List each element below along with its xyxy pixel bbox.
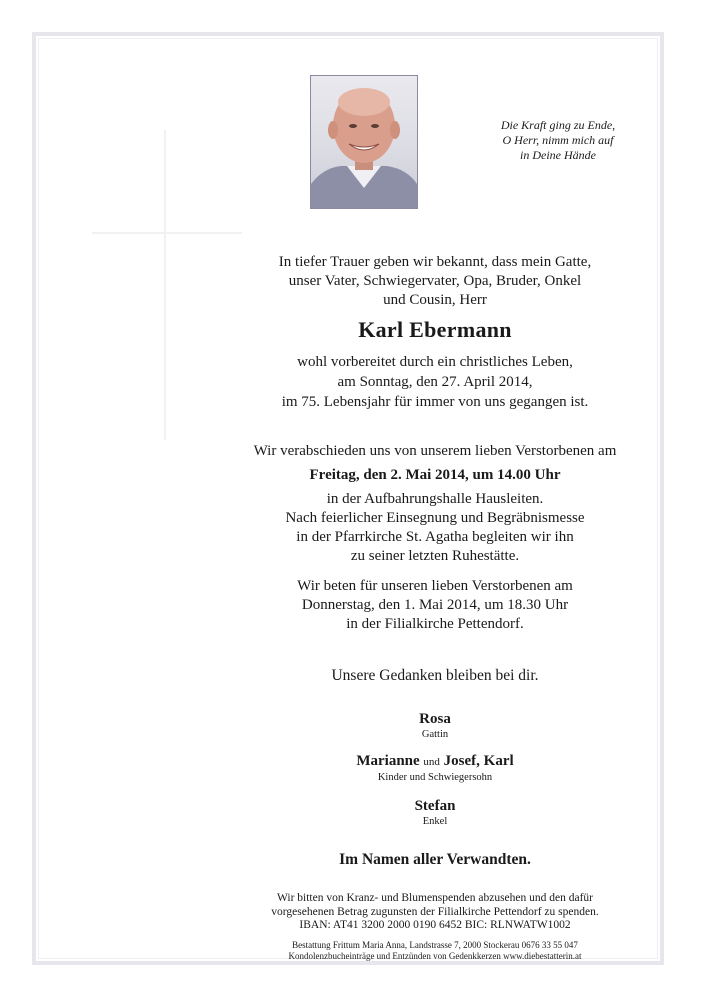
motto-line: Die Kraft ging zu Ende, xyxy=(500,118,616,132)
prayer-details xyxy=(220,577,650,634)
motto xyxy=(478,118,638,163)
mourner-names xyxy=(220,752,650,771)
mourner-name: Josef, Karl xyxy=(443,753,514,769)
death-notice-line: wohl vorbereitet durch ein christliches Leben, xyxy=(297,354,573,370)
mourner-spouse xyxy=(220,710,650,741)
prayer-line: Wir beten für unseren lieben Verstorbenen am xyxy=(297,578,573,594)
mourner-children xyxy=(220,752,650,784)
mourner-role: Kinder und Schwiegersohn xyxy=(377,772,493,783)
cross-watermark-horizontal xyxy=(92,232,242,234)
ceremony-details xyxy=(220,490,650,566)
mourner-name: Marianne xyxy=(356,753,420,769)
footer-line: Kondolenzbucheinträge und Entzünden von Gedenkkerzen www.diebestatterin.at xyxy=(288,951,582,961)
mourner-name: Stefan xyxy=(414,798,456,814)
mourner-grandchild xyxy=(220,797,650,828)
thoughts-text: Unsere Gedanken bleiben bei dir. xyxy=(331,667,539,684)
ceremony-line: in der Pfarrkirche St. Agatha begleiten wir ihn xyxy=(296,529,574,545)
donation-line: vorgesehenen Betrag zugunsten der Filialkirche Pettendorf zu spenden. xyxy=(271,905,599,918)
prayer-line: in der Filialkirche Pettendorf. xyxy=(346,616,524,632)
intro-line: unser Vater, Schwiegervater, Opa, Bruder, Onkel xyxy=(288,273,582,289)
funeral-date: Freitag, den 2. Mai 2014, um 14.00 Uhr xyxy=(309,467,561,483)
intro-line: und Cousin, Herr xyxy=(383,292,487,308)
prayer-line: Donnerstag, den 1. Mai 2014, um 18.30 Uhr xyxy=(301,597,569,613)
motto-line: in Deine Hände xyxy=(520,148,596,162)
footer-line: Bestattung Frittum Maria Anna, Landstrasse 7, 2000 Stockerau 0676 33 55 047 xyxy=(292,940,578,950)
mourner-role: Gattin xyxy=(421,729,449,740)
ceremony-line: Nach feierlicher Einsegnung und Begräbnismesse xyxy=(285,510,585,526)
closing-text: Im Namen aller Verwandten. xyxy=(339,851,531,868)
motto-line: O Herr, nimm mich auf xyxy=(502,133,614,147)
intro-line: In tiefer Trauer geben wir bekannt, dass mein Gatte, xyxy=(278,254,592,270)
ceremony-line: in der Aufbahrungshalle Hausleiten. xyxy=(326,491,544,507)
intro-text xyxy=(220,253,650,310)
deceased-name: Karl Ebermann xyxy=(358,317,512,342)
portrait-photo xyxy=(310,75,418,209)
ceremony-line: zu seiner letzten Ruhestätte. xyxy=(350,548,520,564)
death-notice-line: am Sonntag, den 27. April 2014, xyxy=(337,374,533,390)
donation-line: Wir bitten von Kranz- und Blumenspenden abzusehen und den dafür xyxy=(276,892,593,904)
mourner-joiner: und xyxy=(423,756,440,768)
death-notice-line: im 75. Lebensjahr für immer von uns gegangen ist. xyxy=(281,394,589,410)
donation-iban: IBAN: AT41 3200 2000 0190 6452 BIC: RLNWATW1002 xyxy=(299,919,571,931)
funeral-home-footer xyxy=(200,940,670,962)
mourner-name: Rosa xyxy=(419,711,451,727)
death-notice xyxy=(220,352,650,412)
farewell-text: Wir verabschieden uns von unserem lieben Verstorbenen am xyxy=(253,443,617,459)
donation-note xyxy=(200,892,670,933)
cross-watermark-vertical xyxy=(164,130,166,440)
mourner-role: Enkel xyxy=(422,816,448,827)
